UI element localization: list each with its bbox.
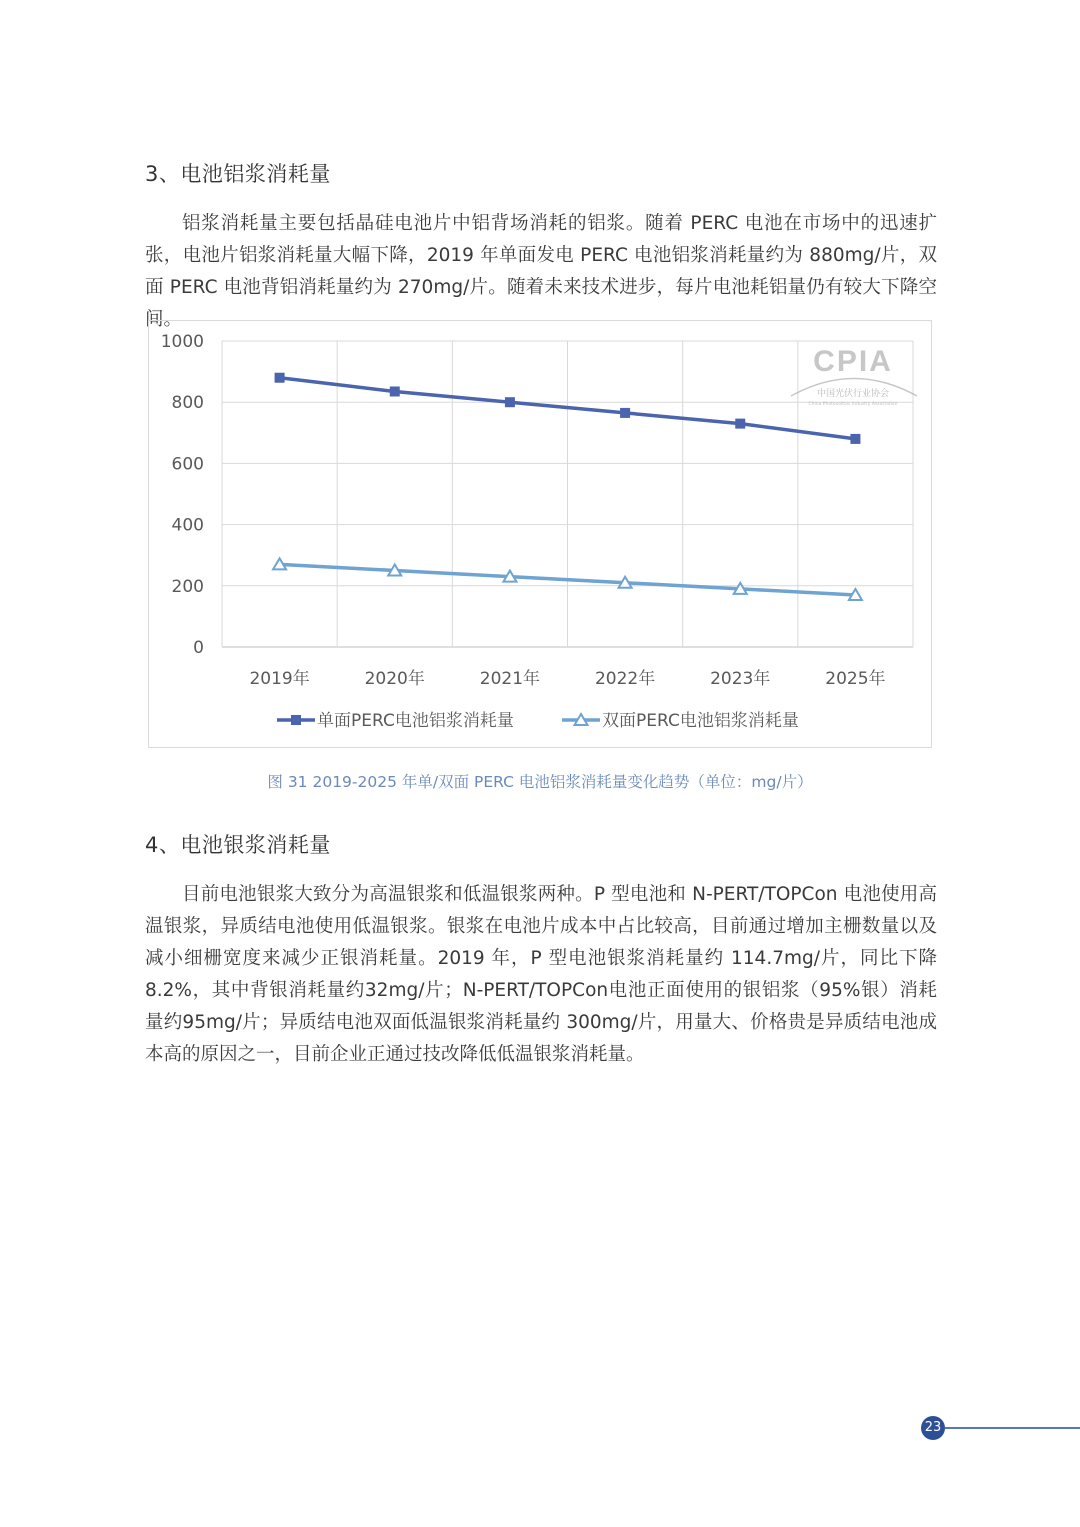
x-tick-label: 2020年 <box>364 669 425 689</box>
section-4-heading: 4、电池银浆消耗量 <box>145 833 331 857</box>
chart-legend <box>277 711 799 731</box>
y-tick-label: 800 <box>171 393 204 414</box>
x-tick-label: 2022年 <box>594 669 656 689</box>
x-tick-label: 2025年 <box>825 669 886 689</box>
x-tick-label: 2019年 <box>249 669 310 689</box>
y-tick-label: 0 <box>193 638 204 658</box>
watermark-logo-text: CPIA <box>813 345 893 378</box>
y-tick-label: 200 <box>171 576 204 597</box>
chart-canvas <box>149 321 933 749</box>
data-point <box>505 397 515 407</box>
data-point <box>275 373 285 383</box>
chart-axes <box>161 332 886 689</box>
data-point <box>850 434 860 444</box>
data-point <box>735 419 745 429</box>
aluminum-paste-chart <box>148 320 932 748</box>
section-3-heading: 3、电池铝浆消耗量 <box>145 162 331 186</box>
page-number: 23 <box>921 1416 945 1440</box>
section-4-paragraph: 目前电池银浆大致分为高温银浆和低温银浆两种。P 型电池和 N-PERT/TOPCon 电池使用高温银浆，异质结电池使用低温银浆。银浆在电池片成本中占比较高，目前通过增加主栅数量以及减小细栅宽度来减少正银消耗量。2019 年，P 型电池银浆消耗量约 114.7mg/片，同比下降 8.2%，其中背银消耗量约32mg/片；N-PERT/TOPCon电池正面使用的银铝浆（95%银）消耗量约95mg/片；异质结电池双面低温银浆消耗量约 300mg/片，用量大、价格贵是异质结电池成本高的原因之一，目前企业正通过技改降低低温银浆消耗量。 <box>145 884 937 1065</box>
x-tick-label: 2023年 <box>710 669 771 689</box>
watermark-org-en: China Photovoltaic Industry Association <box>808 402 898 407</box>
section-3-paragraph: 铝浆消耗量主要包括晶硅电池片中铝背场消耗的铝浆。随着 PERC 电池在市场中的迅速扩张，电池片铝浆消耗量大幅下降，2019 年单面发电 PERC 电池铝浆消耗量约为 880mg/片，双面 PERC 电池背铝消耗量约为 270mg/片。随着未来技术进步，每片电池耗铝量仍有较大下降空间。 <box>145 213 937 330</box>
x-tick-label: 2021年 <box>479 669 541 689</box>
y-tick-label: 400 <box>171 515 204 536</box>
data-point <box>390 386 400 396</box>
legend-entry: 双面PERC电池铝浆消耗量 <box>602 711 799 731</box>
data-point <box>620 408 630 418</box>
figure-caption: 图 31 2019-2025 年单/双面 PERC 电池铝浆消耗量变化趋势（单位：mg/片） <box>267 773 813 791</box>
cpia-watermark <box>791 345 917 407</box>
watermark-org-cn: 中国光伏行业协会 <box>816 389 890 399</box>
y-tick-label: 1000 <box>160 332 204 352</box>
legend-entry: 单面PERC电池铝浆消耗量 <box>317 711 514 731</box>
data-point <box>291 715 301 725</box>
y-tick-label: 600 <box>171 454 204 475</box>
page-footer-rule <box>945 1427 1080 1429</box>
